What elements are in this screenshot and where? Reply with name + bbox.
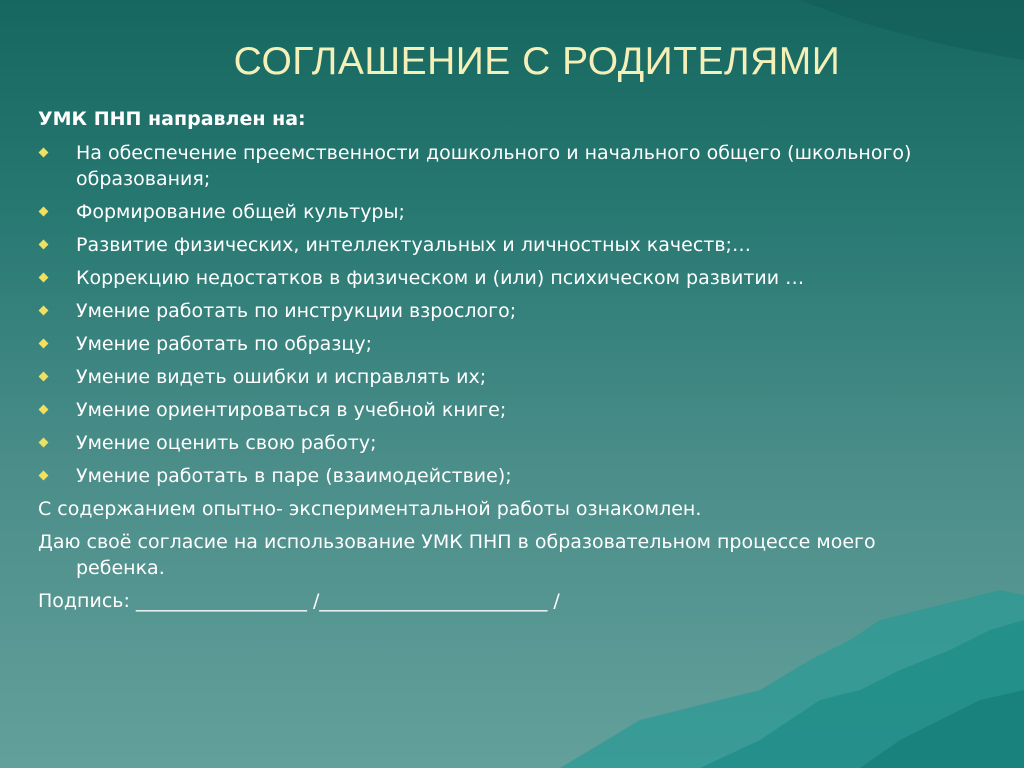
intro-text: УМК ПНП направлен на:: [38, 108, 306, 130]
list-item: [38, 364, 968, 390]
bullet-text: Умение работать по инструкции взрослого;: [76, 300, 517, 322]
acknowledgement-text: С содержанием опытно- экспериментальной работы ознакомлен.: [38, 498, 702, 520]
bullet-text: Умение работать по образцу;: [76, 333, 372, 355]
list-item: [38, 140, 968, 192]
list-item: [38, 232, 968, 258]
diamond-bullet-icon: [39, 306, 49, 316]
bullet-text: Умение работать в паре (взаимодействие);: [76, 465, 512, 487]
list-item: [38, 331, 968, 357]
bullet-text: Умение оценить свою работу;: [76, 432, 377, 454]
signature-line: Подпись: __________________ /________________________ /: [38, 590, 560, 612]
diamond-bullet-icon: [39, 372, 49, 382]
list-item: [38, 298, 968, 324]
diamond-bullet-icon: [39, 207, 49, 217]
list-item: [38, 430, 968, 456]
list-item: [38, 199, 968, 225]
bullet-text: Формирование общей культуры;: [76, 201, 405, 223]
diamond-bullet-icon: [39, 148, 49, 158]
bullet-text: Умение ориентироваться в учебной книге;: [76, 399, 507, 421]
diamond-bullet-icon: [39, 438, 49, 448]
slide-content: [38, 106, 968, 621]
bullet-text: Развитие физических, интеллектуальных и личностных качеств;…: [76, 234, 751, 256]
list-item: [38, 265, 968, 291]
consent-text: Даю своё согласие на использование УМК ПНП в образовательном процессе моего ребенка.: [38, 531, 876, 579]
diamond-bullet-icon: [39, 405, 49, 415]
diamond-bullet-icon: [39, 471, 49, 481]
diamond-bullet-icon: [39, 339, 49, 349]
diamond-bullet-icon: [39, 240, 49, 250]
bullet-text: Коррекцию недостатков в физическом и (или) психическом развитии …: [76, 267, 805, 289]
list-item: [38, 463, 968, 489]
list-item: [38, 397, 968, 423]
bullet-text: На обеспечение преемственности дошкольного и начального общего (школьного) образования;: [76, 142, 912, 190]
diamond-bullet-icon: [39, 273, 49, 283]
bullet-list: [38, 140, 968, 489]
bullet-text: Умение видеть ошибки и исправлять их;: [76, 366, 487, 388]
slide-title: СОГЛАШЕНИЕ С РОДИТЕЛЯМИ: [233, 40, 841, 83]
